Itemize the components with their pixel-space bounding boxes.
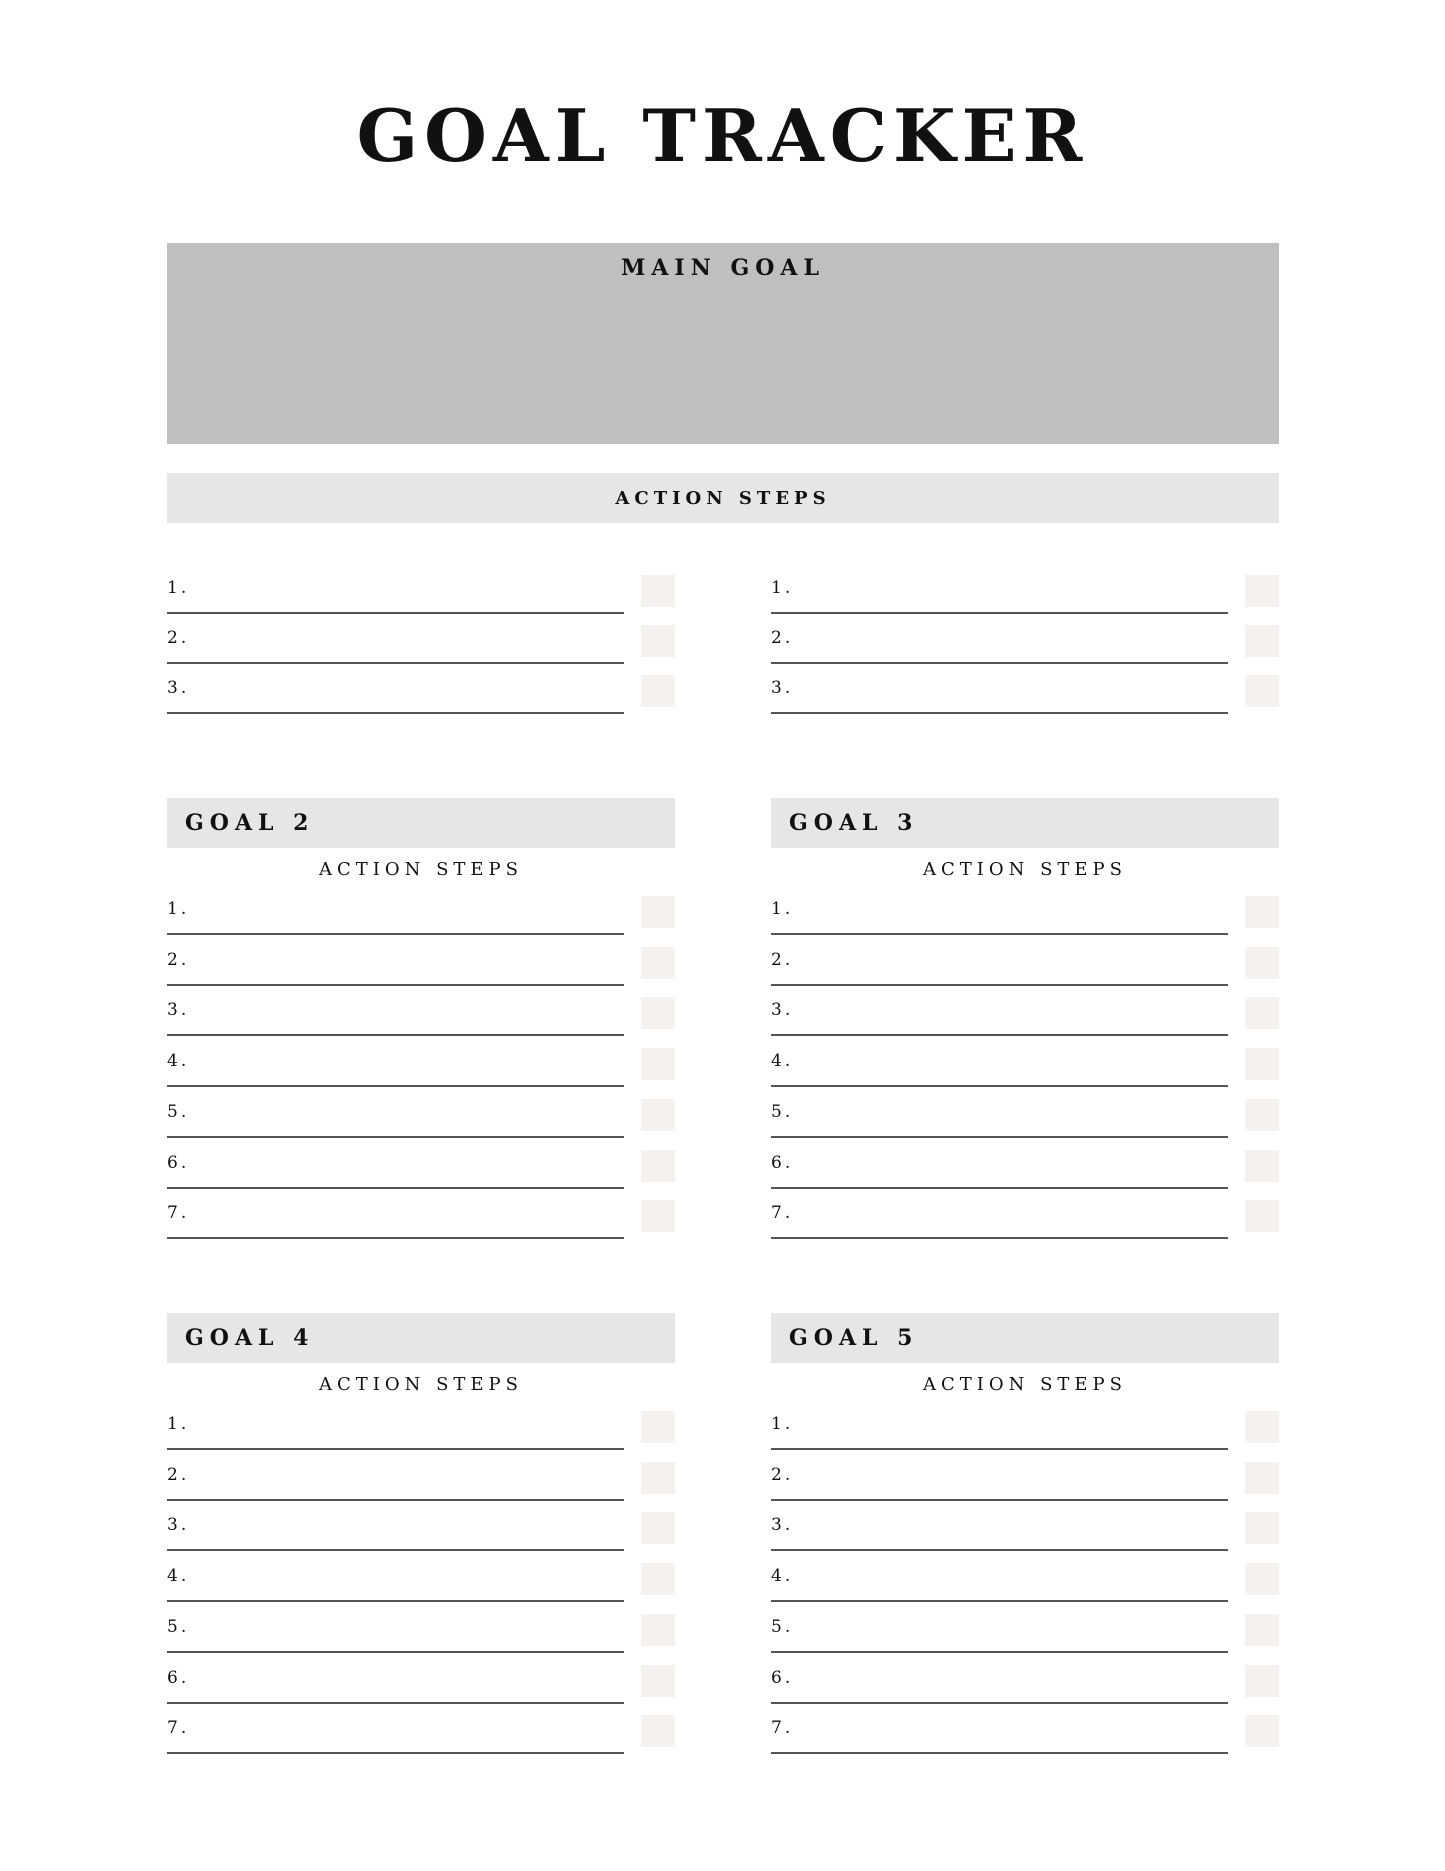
step-checkbox[interactable] bbox=[1245, 575, 1279, 607]
step-line[interactable] bbox=[167, 1752, 624, 1754]
action-steps-label: ACTION STEPS bbox=[922, 859, 1128, 880]
step-line[interactable] bbox=[771, 1651, 1228, 1653]
step-row bbox=[167, 896, 675, 946]
step-row bbox=[771, 947, 1279, 997]
step-row bbox=[771, 1665, 1279, 1715]
step-line[interactable] bbox=[771, 984, 1228, 986]
step-row bbox=[167, 1512, 675, 1562]
step-number: 6. bbox=[167, 1152, 190, 1173]
step-checkbox[interactable] bbox=[641, 947, 675, 979]
step-line[interactable] bbox=[167, 662, 624, 664]
step-number: 3. bbox=[167, 1515, 190, 1536]
step-line[interactable] bbox=[771, 933, 1228, 935]
step-line[interactable] bbox=[167, 1187, 624, 1189]
step-row bbox=[167, 1614, 675, 1664]
step-line[interactable] bbox=[771, 1549, 1228, 1551]
step-checkbox[interactable] bbox=[1245, 1048, 1279, 1080]
step-number: 7. bbox=[167, 1203, 190, 1224]
step-line[interactable] bbox=[771, 1034, 1228, 1036]
step-row bbox=[771, 1563, 1279, 1613]
step-row bbox=[167, 947, 675, 997]
step-checkbox[interactable] bbox=[1245, 1200, 1279, 1232]
step-line[interactable] bbox=[167, 1499, 624, 1501]
step-number: 5. bbox=[771, 1616, 794, 1637]
step-row bbox=[167, 1099, 675, 1149]
step-row bbox=[771, 1099, 1279, 1149]
step-checkbox[interactable] bbox=[1245, 1512, 1279, 1544]
step-number: 1. bbox=[771, 578, 794, 598]
step-checkbox[interactable] bbox=[641, 1462, 675, 1494]
step-number: 3. bbox=[771, 1515, 794, 1536]
step-number: 4. bbox=[167, 1051, 190, 1072]
step-line[interactable] bbox=[167, 612, 624, 614]
step-number: 1. bbox=[167, 578, 190, 598]
step-row bbox=[167, 997, 675, 1047]
step-row bbox=[771, 1200, 1279, 1250]
step-number: 6. bbox=[771, 1152, 794, 1173]
step-row bbox=[167, 575, 675, 625]
step-line[interactable] bbox=[771, 1600, 1228, 1602]
main-goal-label: MAIN GOAL bbox=[621, 255, 825, 281]
step-checkbox[interactable] bbox=[1245, 1715, 1279, 1747]
step-number: 2. bbox=[771, 628, 794, 648]
goal-title: GOAL 3 bbox=[771, 798, 1279, 848]
step-line[interactable] bbox=[167, 1702, 624, 1704]
main-goal-box[interactable] bbox=[167, 243, 1279, 444]
step-line[interactable] bbox=[771, 1702, 1228, 1704]
step-number: 3. bbox=[771, 1000, 794, 1021]
step-row bbox=[771, 625, 1279, 675]
step-checkbox[interactable] bbox=[1245, 1614, 1279, 1646]
step-checkbox[interactable] bbox=[641, 1200, 675, 1232]
step-checkbox[interactable] bbox=[1245, 1150, 1279, 1182]
step-number: 2. bbox=[771, 949, 794, 970]
step-row bbox=[771, 1048, 1279, 1098]
page-title: GOAL TRACKER bbox=[356, 93, 1089, 178]
step-line[interactable] bbox=[167, 1034, 624, 1036]
step-number: 3. bbox=[167, 678, 190, 698]
step-line[interactable] bbox=[771, 1448, 1228, 1450]
step-number: 5. bbox=[771, 1101, 794, 1122]
step-line[interactable] bbox=[771, 662, 1228, 664]
step-checkbox[interactable] bbox=[1245, 1411, 1279, 1443]
step-line[interactable] bbox=[771, 712, 1228, 714]
step-row bbox=[771, 1411, 1279, 1461]
step-checkbox[interactable] bbox=[641, 1048, 675, 1080]
step-number: 2. bbox=[771, 1464, 794, 1485]
goal-title: GOAL 4 bbox=[167, 1313, 675, 1363]
step-line[interactable] bbox=[771, 1085, 1228, 1087]
step-number: 3. bbox=[771, 678, 794, 698]
step-checkbox[interactable] bbox=[1245, 1665, 1279, 1697]
step-line[interactable] bbox=[771, 1187, 1228, 1189]
step-checkbox[interactable] bbox=[641, 575, 675, 607]
step-number: 3. bbox=[167, 1000, 190, 1021]
action-steps-label: ACTION STEPS bbox=[318, 859, 524, 880]
goal-title: GOAL 2 bbox=[167, 798, 675, 848]
step-checkbox[interactable] bbox=[641, 1411, 675, 1443]
step-checkbox[interactable] bbox=[641, 896, 675, 928]
step-number: 7. bbox=[771, 1203, 794, 1224]
goal-title: GOAL 5 bbox=[771, 1313, 1279, 1363]
step-checkbox[interactable] bbox=[1245, 625, 1279, 657]
step-line[interactable] bbox=[771, 1136, 1228, 1138]
step-checkbox[interactable] bbox=[641, 997, 675, 1029]
step-number: 6. bbox=[771, 1667, 794, 1688]
step-row bbox=[167, 1411, 675, 1461]
step-row bbox=[771, 997, 1279, 1047]
step-line[interactable] bbox=[167, 933, 624, 935]
step-row bbox=[771, 675, 1279, 725]
step-line[interactable] bbox=[771, 612, 1228, 614]
step-row bbox=[167, 1048, 675, 1098]
step-number: 4. bbox=[167, 1566, 190, 1587]
action-steps-label: ACTION STEPS bbox=[318, 1374, 524, 1395]
step-number: 7. bbox=[771, 1718, 794, 1739]
step-line[interactable] bbox=[167, 1448, 624, 1450]
step-line[interactable] bbox=[771, 1237, 1228, 1239]
step-checkbox[interactable] bbox=[1245, 675, 1279, 707]
step-number: 5. bbox=[167, 1101, 190, 1122]
step-checkbox[interactable] bbox=[641, 1563, 675, 1595]
step-row bbox=[771, 1614, 1279, 1664]
step-number: 1. bbox=[167, 899, 190, 919]
step-checkbox[interactable] bbox=[641, 1665, 675, 1697]
step-checkbox[interactable] bbox=[641, 1614, 675, 1646]
step-row bbox=[771, 1715, 1279, 1765]
step-row bbox=[771, 896, 1279, 946]
step-number: 7. bbox=[167, 1718, 190, 1739]
step-checkbox[interactable] bbox=[1245, 1563, 1279, 1595]
step-checkbox[interactable] bbox=[641, 1512, 675, 1544]
step-number: 2. bbox=[167, 1464, 190, 1485]
step-number: 1. bbox=[771, 1414, 794, 1434]
step-row bbox=[167, 1563, 675, 1613]
step-checkbox[interactable] bbox=[641, 1099, 675, 1131]
step-checkbox[interactable] bbox=[1245, 1099, 1279, 1131]
step-checkbox[interactable] bbox=[641, 625, 675, 657]
step-checkbox[interactable] bbox=[1245, 997, 1279, 1029]
step-checkbox[interactable] bbox=[1245, 947, 1279, 979]
step-row bbox=[167, 675, 675, 725]
step-checkbox[interactable] bbox=[641, 675, 675, 707]
step-row bbox=[771, 1512, 1279, 1562]
step-line[interactable] bbox=[167, 984, 624, 986]
step-row bbox=[167, 1200, 675, 1250]
action-steps-label: ACTION STEPS bbox=[922, 1374, 1128, 1395]
step-checkbox[interactable] bbox=[641, 1715, 675, 1747]
step-checkbox[interactable] bbox=[641, 1150, 675, 1182]
step-number: 1. bbox=[167, 1414, 190, 1434]
step-line[interactable] bbox=[167, 1651, 624, 1653]
step-number: 6. bbox=[167, 1667, 190, 1688]
step-checkbox[interactable] bbox=[1245, 896, 1279, 928]
step-line[interactable] bbox=[167, 1549, 624, 1551]
step-row bbox=[771, 1462, 1279, 1512]
step-line[interactable] bbox=[771, 1752, 1228, 1754]
step-row bbox=[167, 1150, 675, 1200]
step-line[interactable] bbox=[167, 1085, 624, 1087]
step-number: 2. bbox=[167, 949, 190, 970]
step-line[interactable] bbox=[167, 1600, 624, 1602]
step-row bbox=[771, 575, 1279, 625]
step-line[interactable] bbox=[167, 1136, 624, 1138]
step-row bbox=[167, 1665, 675, 1715]
step-line[interactable] bbox=[167, 712, 624, 714]
step-line[interactable] bbox=[771, 1499, 1228, 1501]
step-checkbox[interactable] bbox=[1245, 1462, 1279, 1494]
step-row bbox=[167, 625, 675, 675]
step-number: 4. bbox=[771, 1566, 794, 1587]
step-number: 2. bbox=[167, 628, 190, 648]
step-row bbox=[167, 1715, 675, 1765]
step-number: 5. bbox=[167, 1616, 190, 1637]
step-number: 4. bbox=[771, 1051, 794, 1072]
step-number: 1. bbox=[771, 899, 794, 919]
step-row bbox=[167, 1462, 675, 1512]
step-row bbox=[771, 1150, 1279, 1200]
main-action-steps-header: ACTION STEPS bbox=[167, 473, 1279, 523]
step-line[interactable] bbox=[167, 1237, 624, 1239]
